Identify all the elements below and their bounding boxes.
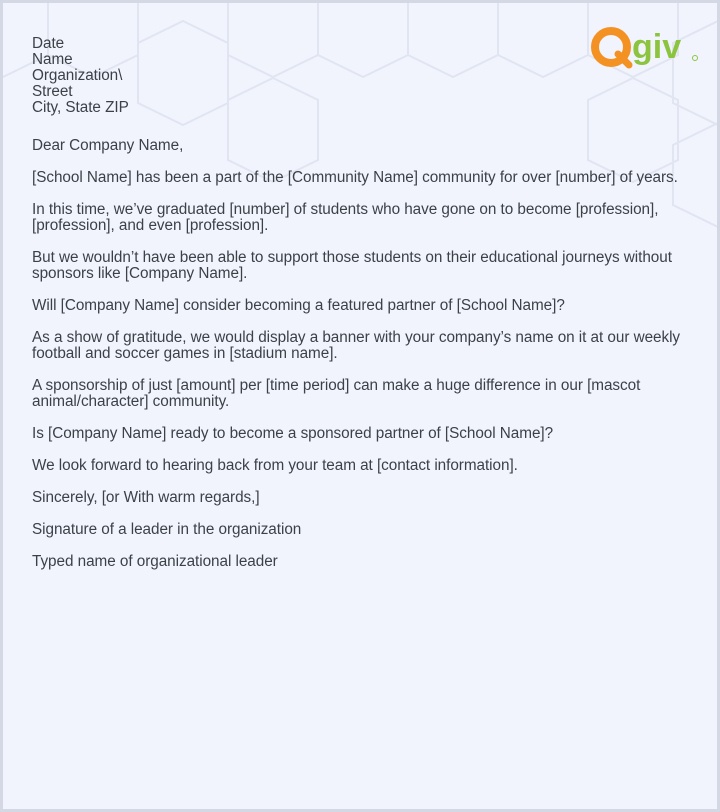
qgiv-logo-icon — [595, 31, 629, 65]
qgiv-logo — [591, 23, 701, 71]
address-street: Street — [32, 83, 73, 100]
signature-line: Signature of a leader in the organization — [32, 521, 302, 538]
address-organization: Organization\ — [32, 67, 123, 84]
paragraph: Is [Company Name] ready to become a sponsored partner of [School Name]? — [32, 425, 554, 442]
paragraph: We look forward to hearing back from your team at [contact information]. — [32, 457, 518, 474]
paragraph: [School Name] has been a part of the [Community Name] community for over [number] of years. — [32, 169, 678, 186]
paragraph: But we wouldn’t have been able to support those students on their educational journeys without sponsors like [Company Name]. — [32, 249, 672, 282]
letter-body — [32, 36, 692, 586]
typed-name-line: Typed name of organizational leader — [32, 553, 278, 570]
salutation: Dear Company Name, — [32, 137, 184, 154]
address-city: City, State ZIP — [32, 99, 129, 116]
paragraph: A sponsorship of just [amount] per [time period] can make a huge difference in our [mascot animal/character] community. — [32, 377, 641, 410]
logo-text: giv — [632, 28, 682, 66]
address-date: Date — [32, 35, 65, 52]
paragraph: In this time, we’ve graduated [number] of students who have gone on to become [profession], [profession], and even [profession]. — [32, 201, 659, 234]
paragraph: As a show of gratitude, we would display a banner with your company’s name on it at our weekly football and soccer games in [stadium name]. — [32, 329, 681, 362]
closing: Sincerely, [or With warm regards,] — [32, 489, 260, 506]
address-name: Name — [32, 51, 73, 68]
paragraph: Will [Company Name] consider becoming a featured partner of [School Name]? — [32, 297, 565, 314]
